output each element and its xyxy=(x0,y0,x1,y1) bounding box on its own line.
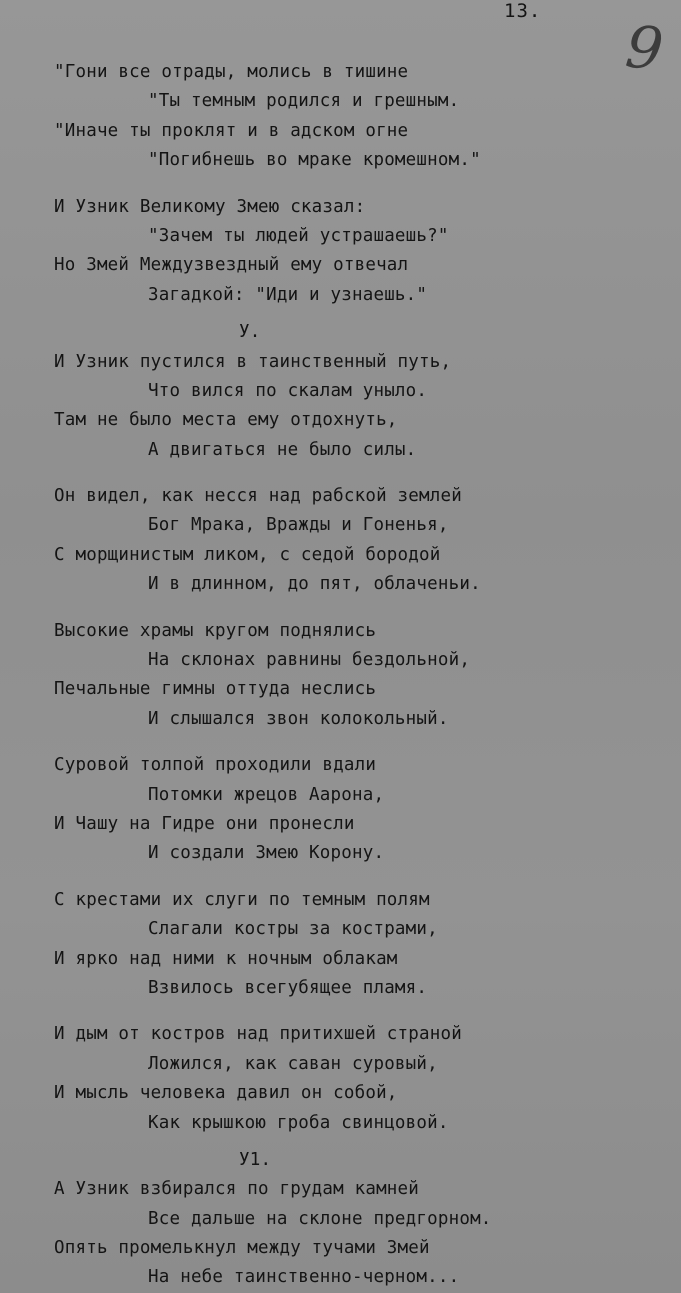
stanza xyxy=(54,58,664,176)
poem-line: Взвилось всегубящее пламя. xyxy=(148,977,428,998)
poem-line: И ярко над ними к ночным облакам xyxy=(54,948,398,969)
handwritten-folio-number: 9 xyxy=(622,12,667,84)
poem-line: И Узник пустился в таинственный путь, xyxy=(54,351,452,372)
poem-line: "Погибнешь во мраке кромешном." xyxy=(148,150,481,171)
poem-line: Что вился по скалам уныло. xyxy=(148,380,428,401)
poem-line: "Иначе ты проклят и в адском огне xyxy=(54,120,409,141)
poem-line: Но Змей Междузвездный ему отвечал xyxy=(54,255,409,276)
poem-line: И слышался звон колокольный. xyxy=(148,708,449,729)
poem-line: Печальные гимны оттуда неслись xyxy=(54,679,377,700)
poem-line: И в длинном, до пят, облаченьи. xyxy=(148,574,481,595)
poem-line: На небе таинственно-черном... xyxy=(148,1267,460,1288)
poem-line: И Узник Великому Змею сказал: xyxy=(54,196,366,217)
poem-line: "Гони все отрады, молись в тишине xyxy=(54,62,409,82)
poem-line: "Зачем ты людей устрашаешь?" xyxy=(148,225,449,246)
section-heading: У. xyxy=(239,322,261,343)
stanza xyxy=(54,193,664,311)
stanza xyxy=(54,617,664,735)
poem-line: С морщинистым ликом, с седой бородой xyxy=(54,544,441,565)
stanza xyxy=(54,1175,664,1293)
poem-line: Высокие храмы кругом поднялись xyxy=(54,620,377,641)
poem-line: Потомки жрецов Аарона, xyxy=(148,784,385,805)
poem-line: Слагали костры за кострами, xyxy=(148,919,438,940)
poem-line: И создали Змею Корону. xyxy=(148,843,385,864)
poem-line: "Ты темным родился и грешным. xyxy=(148,91,460,112)
stanza xyxy=(54,348,664,466)
section-heading: У1. xyxy=(239,1149,272,1170)
poem-line: И дым от костров над притихшей страной xyxy=(54,1024,462,1045)
stanza xyxy=(54,751,664,869)
poem-line: На склонах равнины бездольной, xyxy=(148,650,471,671)
poem-line: Там не было места ему отдохнуть, xyxy=(54,410,398,431)
poem-line: С крестами их слуги по темным полям xyxy=(54,889,430,910)
poem-line: А Узник взбирался по грудам камней xyxy=(54,1179,420,1200)
page-number: 13. xyxy=(504,0,542,22)
stanza xyxy=(54,1020,664,1138)
poem-line: И Чашу на Гидре они пронесли xyxy=(54,813,355,834)
poem-line: Ложился, как саван суровый, xyxy=(148,1053,438,1074)
poem-line: Опять промелькнул между тучами Змей xyxy=(54,1238,430,1259)
poem-line: Загадкой: "Иди и узнаешь." xyxy=(148,284,428,305)
poem-line: Как крышкою гроба свинцовой. xyxy=(148,1112,449,1133)
poem-line: А двигаться не было силы. xyxy=(148,439,417,460)
poem-line: Суровой толпой проходили вдали xyxy=(54,755,377,776)
poem-line: Все дальше на склоне предгорном. xyxy=(148,1208,492,1229)
poem-line: Бог Мрака, Вражды и Гоненья, xyxy=(148,515,449,536)
stanza xyxy=(54,482,664,600)
poem-text xyxy=(54,58,664,1293)
poem-line: Он видел, как несся над рабской землей xyxy=(54,486,462,507)
stanza xyxy=(54,886,664,1004)
poem-line: И мысль человека давил он собой, xyxy=(54,1083,398,1104)
